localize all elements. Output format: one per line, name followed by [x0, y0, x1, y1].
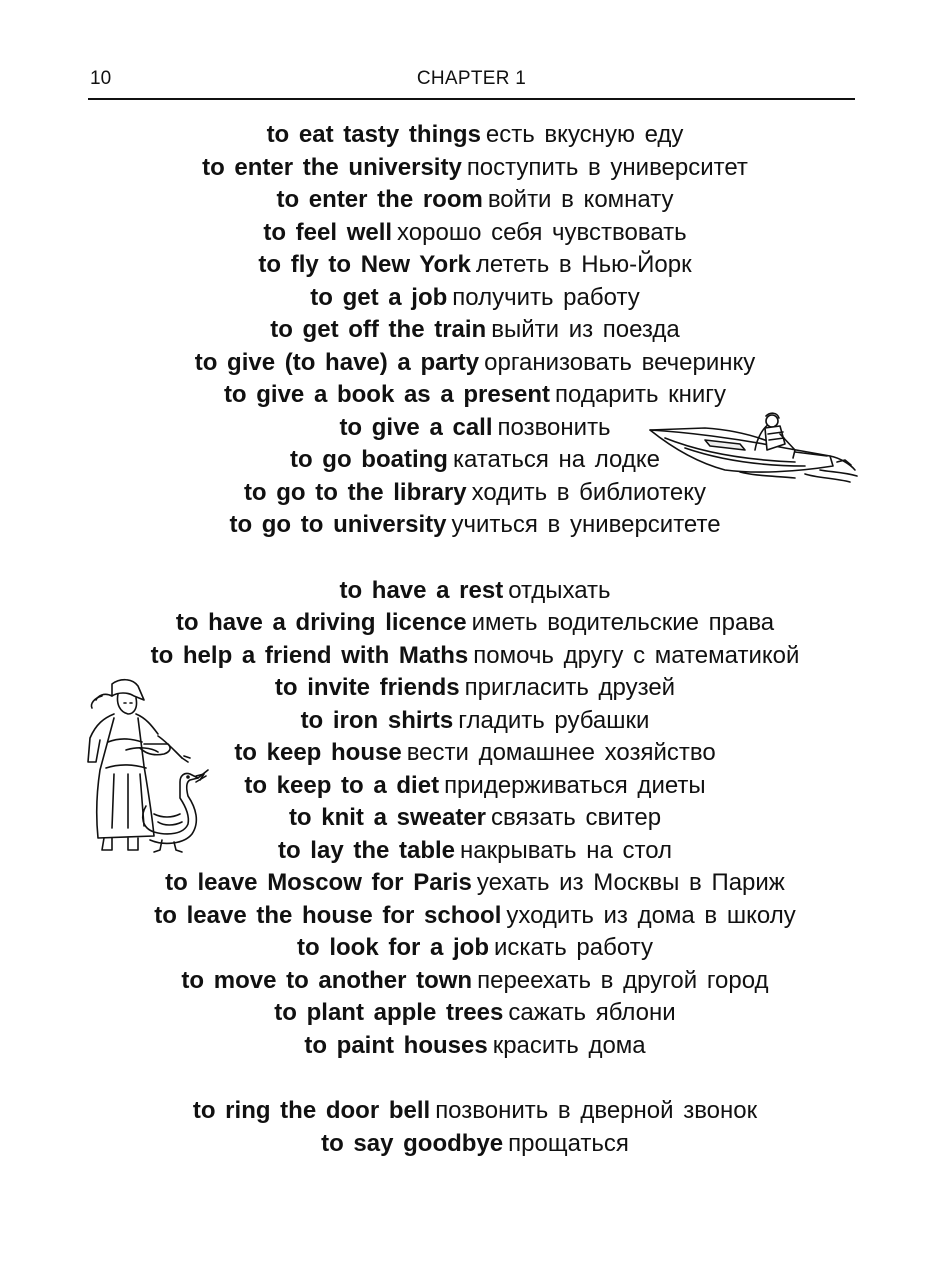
phrase-entry	[60, 347, 890, 380]
russian-translation: пригласить друзей	[464, 674, 676, 701]
russian-translation: отдыхать	[508, 576, 611, 604]
russian-translation: получить работу	[452, 283, 640, 311]
russian-translation: подарить книгу	[555, 381, 727, 408]
russian-translation: войти в комнату	[487, 186, 674, 213]
english-phrase: to help a friend with Maths	[150, 641, 469, 669]
phrase-entry	[60, 965, 890, 998]
english-phrase: to feel well	[263, 218, 393, 246]
phrase-entry	[60, 932, 890, 965]
english-phrase: to eat tasty things	[266, 121, 481, 148]
english-phrase: to have a driving licence	[175, 609, 467, 636]
russian-translation: ходить в библиотеку	[471, 478, 707, 506]
phrase-entry	[60, 1128, 890, 1161]
group-spacer	[60, 1062, 890, 1095]
english-phrase: to give a book as a present	[223, 381, 551, 408]
russian-translation: учиться в университете	[451, 511, 721, 538]
phrase-entry	[60, 867, 890, 900]
russian-translation: переехать в другой город	[477, 966, 769, 994]
phrase-entry	[60, 152, 890, 185]
page-number: 10	[90, 68, 112, 89]
english-phrase: to go to university	[229, 511, 447, 538]
phrase-entry	[60, 900, 890, 933]
phrase-entry	[60, 1095, 890, 1128]
phrase-entry	[60, 997, 890, 1030]
phrase-entry	[60, 314, 890, 347]
english-phrase: to look for a job	[297, 934, 490, 961]
english-phrase: to keep to a diet	[244, 771, 440, 799]
english-phrase: to enter the room	[276, 186, 483, 213]
russian-translation: искать работу	[494, 934, 653, 961]
english-phrase: to have a rest	[339, 576, 504, 604]
running-head: CHAPTER 1	[416, 68, 527, 89]
phrase-entry	[60, 379, 890, 412]
phrase-entry	[60, 184, 890, 217]
phrase-entry	[60, 575, 890, 608]
phrase-list	[60, 119, 890, 1160]
english-phrase: to get a job	[310, 283, 448, 311]
russian-translation: позвонить в дверной звонок	[435, 1097, 758, 1124]
phrase-entry	[60, 640, 890, 673]
russian-translation: придерживаться диеты	[444, 771, 706, 799]
phrase-entry	[60, 249, 890, 282]
english-phrase: to give (to have) a party	[194, 348, 480, 376]
english-phrase: to enter the university	[202, 153, 462, 181]
russian-translation: накрывать на стол	[460, 836, 673, 864]
english-phrase: to invite friends	[274, 674, 460, 701]
russian-translation: вести домашнее хозяйство	[406, 739, 716, 766]
english-phrase: to leave Moscow for Paris	[165, 869, 472, 896]
english-phrase: to move to another town	[181, 966, 473, 994]
english-phrase: to keep house	[234, 739, 402, 766]
english-phrase: to ring the door bell	[192, 1097, 431, 1124]
english-phrase: to leave the house for school	[154, 901, 502, 929]
russian-translation: красить дома	[492, 1031, 646, 1059]
english-phrase: to iron shirts	[300, 706, 454, 734]
english-phrase: to say goodbye	[321, 1129, 504, 1157]
english-phrase: to get off the train	[270, 316, 487, 343]
russian-translation: кататься на лодке	[452, 446, 660, 473]
russian-translation: организовать вечеринку	[484, 348, 756, 376]
russian-translation: помочь другу с математикой	[473, 641, 800, 669]
russian-translation: прощаться	[508, 1129, 629, 1157]
russian-translation: лететь в Нью-Йорк	[475, 251, 692, 278]
phrase-entry	[60, 119, 890, 152]
russian-translation: поступить в университет	[466, 153, 748, 181]
phrase-entry	[60, 217, 890, 250]
english-phrase: to go boating	[289, 446, 448, 473]
russian-translation: есть вкусную еду	[485, 121, 684, 148]
phrase-entry	[60, 607, 890, 640]
english-phrase: to give a call	[339, 413, 493, 441]
page-header	[88, 66, 855, 100]
russian-translation: сажать яблони	[508, 999, 676, 1026]
english-phrase: to fly to New York	[258, 251, 471, 278]
english-phrase: to plant apple trees	[274, 999, 504, 1026]
phrase-entry	[60, 1030, 890, 1063]
russian-translation: уходить из дома в школу	[506, 901, 796, 929]
russian-translation: гладить рубашки	[458, 706, 650, 734]
russian-translation: позвонить	[497, 413, 611, 441]
phrase-entry	[60, 282, 890, 315]
motorboat-illustration	[645, 410, 860, 485]
russian-translation: связать свитер	[491, 804, 662, 831]
group-spacer	[60, 542, 890, 575]
russian-translation: выйти из поезда	[491, 316, 680, 343]
english-phrase: to paint houses	[304, 1031, 488, 1059]
phrase-entry	[60, 509, 890, 542]
english-phrase: to go to the library	[243, 478, 467, 506]
russian-translation: иметь водительские права	[471, 609, 775, 636]
woman-feeding-goose-illustration	[84, 678, 214, 856]
english-phrase: to knit a sweater	[288, 804, 486, 831]
english-phrase: to lay the table	[277, 836, 456, 864]
russian-translation: уехать из Москвы в Париж	[476, 869, 785, 896]
russian-translation: хорошо себя чувствовать	[397, 218, 687, 246]
